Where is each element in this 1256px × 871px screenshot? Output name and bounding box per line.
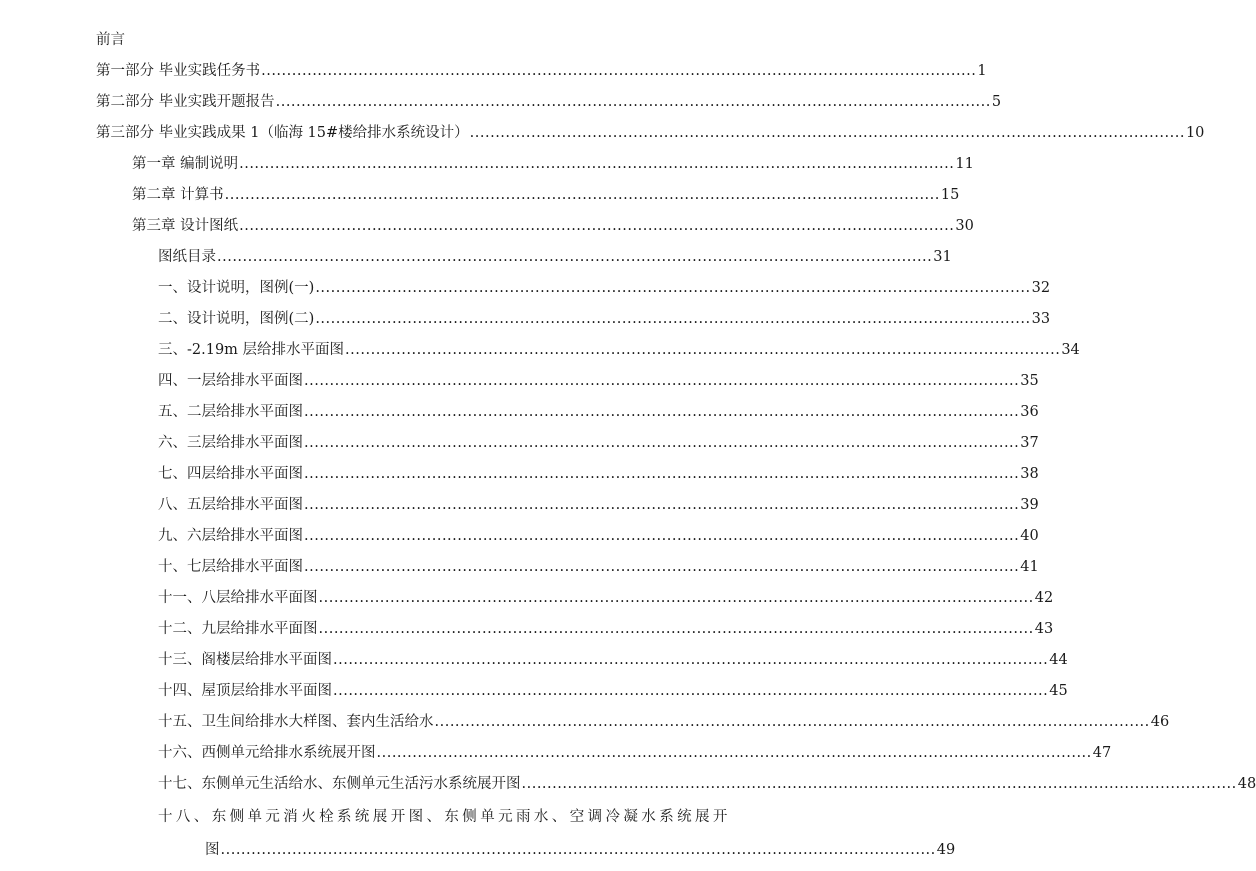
toc-entry-page: 47 [1092,745,1112,761]
toc-leader-dots: ............................................................................................................................................ [304,466,1020,482]
toc-entry-drawing-14[interactable] [158,681,1068,701]
toc-entry-page: 45 [1049,683,1068,699]
toc-entry-label: 七、四层给排水平面图 [158,466,303,482]
toc-entry-drawing-9[interactable] [158,526,1039,546]
toc-entry-label: 第三章 设计图纸 [132,218,239,234]
toc-entry-page: 1 [977,63,987,79]
toc-leader-dots: ............................................................................................................................................ [239,218,955,234]
toc-heading: 前言 [96,32,125,48]
toc-entry-label: 十三、阁楼层给排水平面图 [158,652,332,668]
toc-leader-dots: ............................................................................................................................................ [239,156,955,172]
toc-entry-drawing-1[interactable] [158,278,1051,298]
toc-leader-dots: ............................................................................................................................................ [333,652,1049,668]
toc-leader-dots: ............................................................................................................................................ [261,63,977,79]
toc-entry-label: 十、七层给排水平面图 [158,559,303,575]
toc-entry-label: 第三部分 毕业实践成果 1（临海 15#楼给排水系统设计） [96,125,469,141]
toc-entry-page: 44 [1049,652,1068,668]
toc-entry-label: 三、-2.19m 层给排水平面图 [158,342,345,358]
toc-entry-drawing-15[interactable] [158,712,1170,732]
toc-entry-page: 49 [936,842,956,858]
toc-entry-label: 六、三层给排水平面图 [158,435,303,451]
toc-entry-label: 十七、东侧单元生活给水、东侧单元生活污水系统展开图 [158,776,521,792]
toc-entry-label: 第二部分 毕业实践开题报告 [96,94,275,110]
toc-leader-dots: ............................................................................................................................................ [220,842,936,858]
toc-entry-page: 10 [1185,125,1205,141]
toc-leader-dots: ............................................................................................................................................ [304,435,1020,451]
toc-entry-label: 十二、九层给排水平面图 [158,621,318,637]
toc-leader-dots: ............................................................................................................................................ [318,590,1034,606]
toc-entry-drawing-17[interactable] [158,774,1256,794]
toc-leader-dots: ............................................................................................................................................ [304,528,1020,544]
toc-entry-page: 11 [955,156,974,172]
toc-leader-dots: ............................................................................................................................................ [469,125,1185,141]
toc-leader-dots: ............................................................................................................................................ [304,497,1020,513]
toc-entry-label: 二、设计说明，图例(二) [158,311,315,327]
toc-entry-drawing-5[interactable] [158,402,1039,422]
toc-entry-label: 八、五层给排水平面图 [158,497,303,513]
toc-entry-page: 40 [1020,528,1039,544]
toc-entry-page: 33 [1031,311,1051,327]
toc-leader-dots: ............................................................................................................................................ [345,342,1061,358]
toc-entry-page: 39 [1020,497,1039,513]
toc-entry-chapter-3[interactable] [132,216,974,236]
toc-leader-dots: ............................................................................................................................................ [217,249,933,265]
toc-entry-page: 42 [1034,590,1054,606]
toc-entry-page: 31 [933,249,952,265]
toc-leader-dots: ............................................................................................................................................ [521,776,1237,792]
toc-entry-part-2[interactable] [96,92,1002,112]
toc-entry-page: 5 [991,94,1002,110]
toc-entry-drawing-7[interactable] [158,464,1039,484]
toc-entry-drawing-18-first-line[interactable]: 十八、东侧单元消火栓系统展开图、东侧单元雨水、空调冷凝水系统展开 [158,809,731,825]
toc-leader-dots: ............................................................................................................................................ [224,187,940,203]
toc-entry-page: 37 [1020,435,1039,451]
toc-entry-chapter-1[interactable] [132,154,974,174]
toc-leader-dots: ............................................................................................................................................ [434,714,1150,730]
toc-entry-drawing-16[interactable] [158,743,1112,763]
toc-entry-label: 图纸目录 [158,249,216,265]
toc-entry-drawing-13[interactable] [158,650,1068,670]
toc-leader-dots: ............................................................................................................................................ [315,280,1031,296]
toc-leader-dots: ............................................................................................................................................ [318,621,1034,637]
toc-entry-drawing-10[interactable] [158,557,1039,577]
toc-leader-dots: ............................................................................................................................................ [275,94,991,110]
toc-entry-drawing-18[interactable] [205,840,956,860]
toc-entry-page: 34 [1061,342,1080,358]
toc-entry-label: 图 [205,842,220,858]
toc-entry-drawing-12[interactable] [158,619,1054,639]
toc-leader-dots: ............................................................................................................................................ [333,683,1049,699]
toc-entry-page: 35 [1020,373,1039,389]
toc-entry-drawing-list[interactable] [158,247,952,267]
toc-entry-label: 十六、西侧单元给排水系统展开图 [158,745,376,761]
toc-entry-label: 第一章 编制说明 [132,156,239,172]
toc-entry-label: 十四、屋顶层给排水平面图 [158,683,332,699]
toc-entry-label: 第一部分 毕业实践任务书 [96,63,261,79]
toc-entry-label: 一、设计说明，图例(一) [158,280,315,296]
toc-entry-page: 36 [1020,404,1039,420]
toc-entry-label: 十五、卫生间给排水大样图、套内生活给水 [158,714,434,730]
toc-leader-dots: ............................................................................................................................................ [304,559,1020,575]
toc-entry-page: 30 [955,218,974,234]
toc-entry-page: 38 [1020,466,1039,482]
toc-entry-drawing-2[interactable] [158,309,1051,329]
toc-entry-part-3[interactable] [96,123,1205,143]
toc-entry-page: 48 [1237,776,1256,792]
toc-entry-drawing-4[interactable] [158,371,1039,391]
toc-entry-drawing-6[interactable] [158,433,1039,453]
toc-entry-page: 41 [1020,559,1039,575]
toc-leader-dots: ............................................................................................................................................ [376,745,1092,761]
toc-entry-page: 43 [1034,621,1054,637]
toc-entry-label: 四、一层给排水平面图 [158,373,303,389]
toc-entry-drawing-8[interactable] [158,495,1039,515]
toc-entry-page: 46 [1150,714,1170,730]
toc-leader-dots: ............................................................................................................................................ [304,373,1020,389]
toc-leader-dots: ............................................................................................................................................ [304,404,1020,420]
toc-entry-page: 15 [940,187,960,203]
toc-entry-label: 九、六层给排水平面图 [158,528,303,544]
toc-entry-label: 十一、八层给排水平面图 [158,590,318,606]
toc-entry-page: 32 [1031,280,1051,296]
toc-entry-label: 第二章 计算书 [132,187,224,203]
toc-leader-dots: ............................................................................................................................................ [315,311,1031,327]
toc-entry-drawing-11[interactable] [158,588,1054,608]
toc-entry-drawing-3[interactable] [158,340,1080,360]
toc-entry-part-1[interactable] [96,61,987,81]
toc-entry-label: 五、二层给排水平面图 [158,404,303,420]
toc-entry-chapter-2[interactable] [132,185,960,205]
